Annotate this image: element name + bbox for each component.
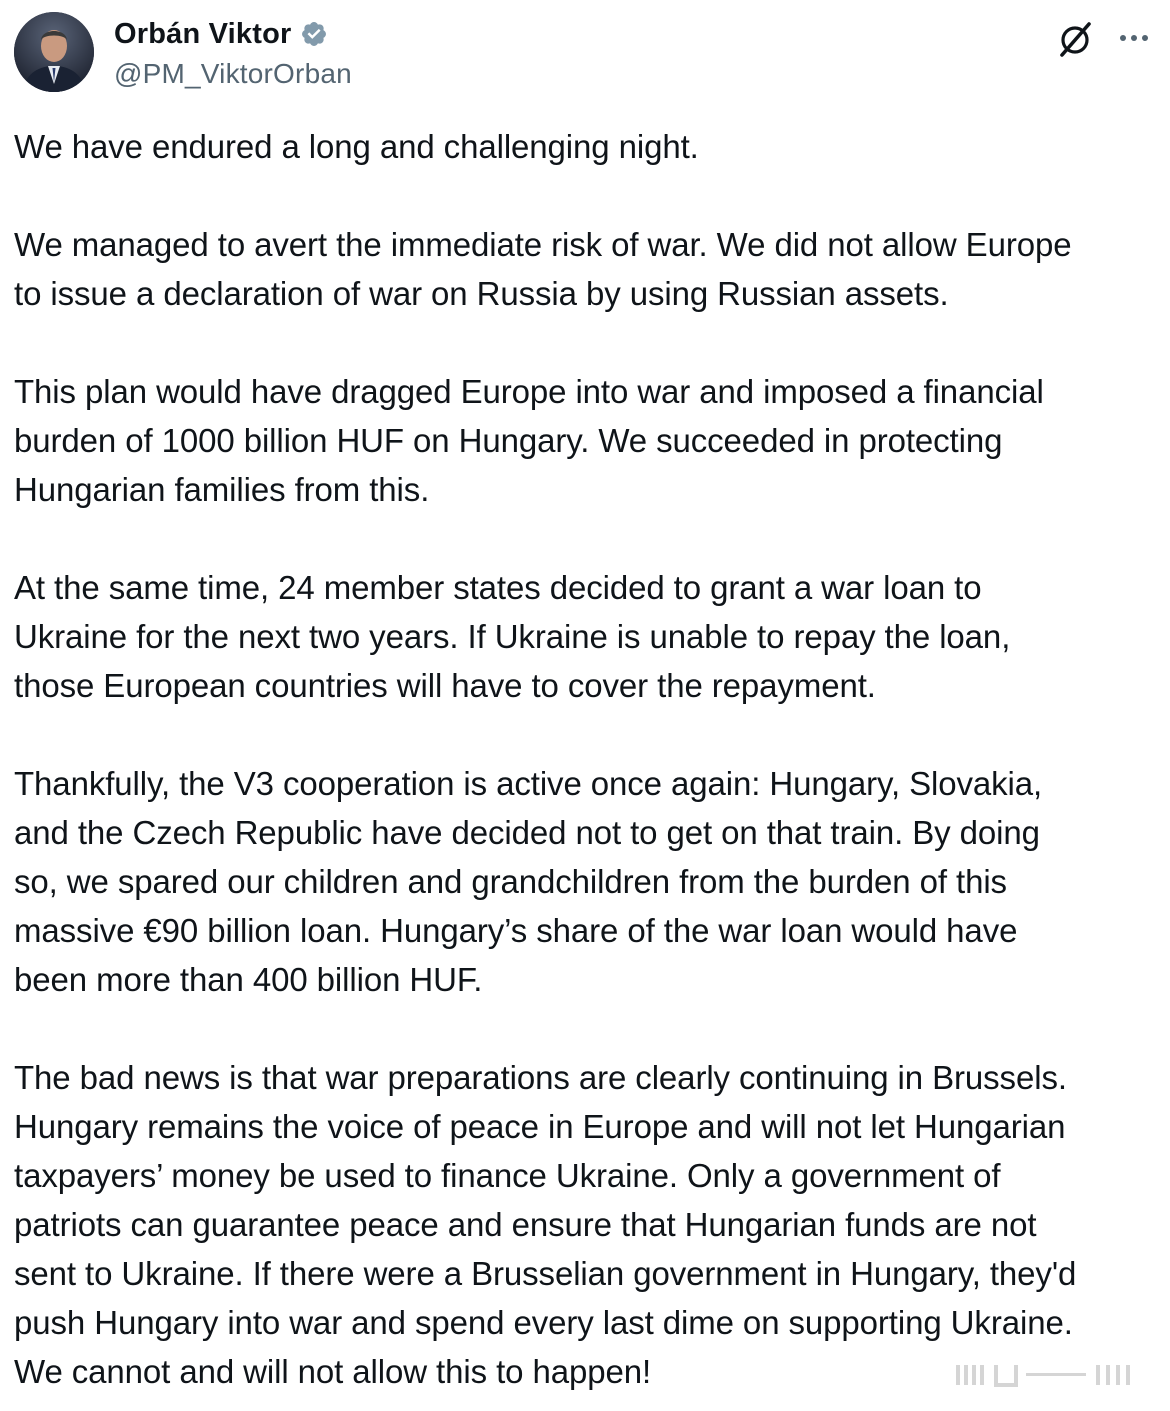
author-names — [114, 16, 352, 90]
grok-slash-icon[interactable] — [1054, 18, 1096, 60]
post-paragraph: We managed to avert the immediate risk of war. We did not allow Europe to issue a declaration of war on Russia by using Russian assets. — [14, 226, 1072, 312]
handle[interactable]: @PM_ViktorOrban — [114, 58, 352, 89]
display-name[interactable]: Orbán Viktor — [114, 17, 292, 50]
avatar[interactable] — [14, 12, 94, 92]
post-paragraph: We have endured a long and challenging night. — [14, 128, 699, 165]
post-paragraph: This plan would have dragged Europe into war and imposed a financial burden of 1000 billion HUF on Hungary. We succeeded in protecting Hungarian families from this. — [14, 373, 1044, 508]
post-header — [14, 12, 1154, 92]
watermark-icon — [956, 1359, 1146, 1389]
display-name-row — [114, 16, 352, 52]
more-horizontal-icon[interactable] — [1114, 20, 1154, 50]
verified-badge-icon — [300, 20, 328, 48]
profile-photo-icon — [14, 12, 94, 92]
post-body — [14, 122, 1164, 1396]
post-paragraph: Thankfully, the V3 cooperation is active once again: Hungary, Slovakia, and the Czech Republic have decided not to get on that train. By doing so, we spared our children and grandchildren from the burden of this massive €90 billion loan. Hungary’s share of the war loan would have been more than 400 billion HUF. — [14, 765, 1043, 998]
post-paragraph: The bad news is that war preparations are clearly continuing in Brussels. Hungary remains the voice of peace in Europe and will not let Hungarian taxpayers’ money be used to finance Ukraine. Only a government of patriots can guarantee peace and ensure that Hungarian funds are not sent to Ukraine. If there were a Brusselian government in Hungary, they'd push Hungary into war and spend every last dime on supporting Ukraine. We cannot and will not allow this to happen! — [14, 1059, 1077, 1390]
post-paragraph: At the same time, 24 member states decided to grant a war loan to Ukraine for the next two years. If Ukraine is unable to repay the loan, those European countries will have to cover the repayment. — [14, 569, 1011, 704]
